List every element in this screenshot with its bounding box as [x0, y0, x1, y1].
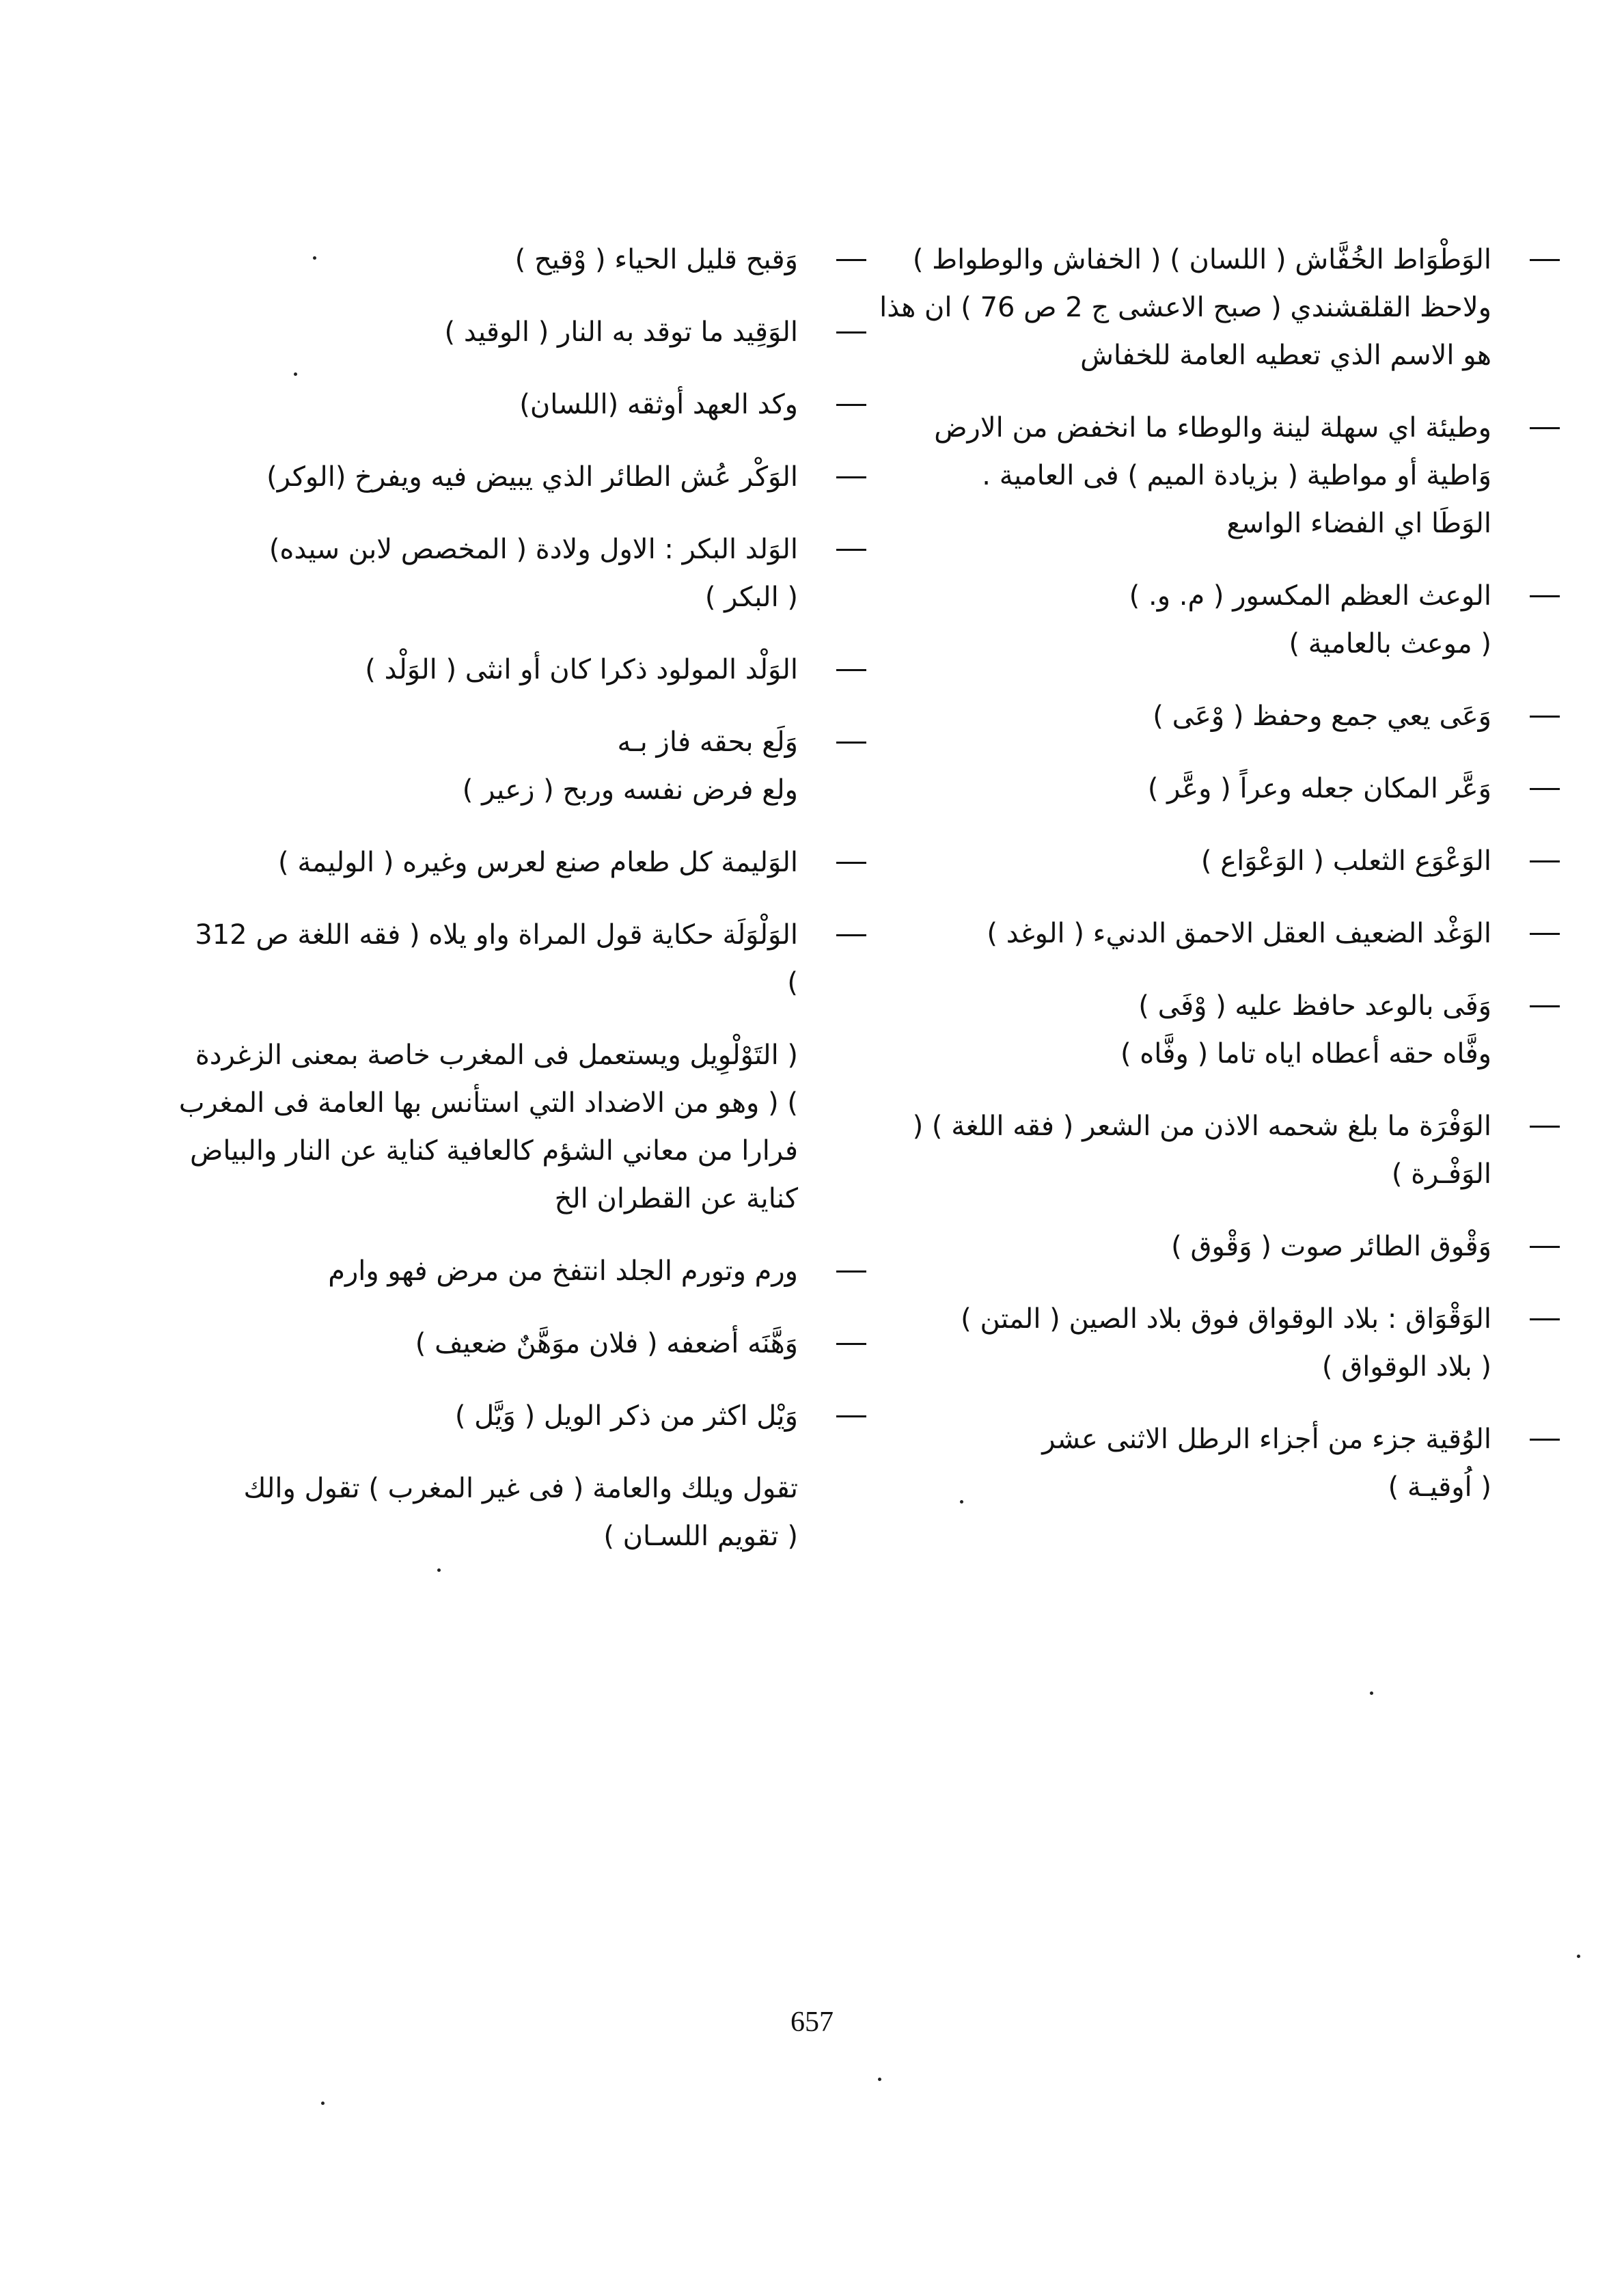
entry-text: وَفَى بالوعد حافظ عليه ( وْفَى ) وفَّاه حقه أعطاه اياه تاما ( وفَّاه ) — [1120, 990, 1491, 1070]
entry-text: الوَقِيد ما توقد به النار ( الوقيد ) — [444, 316, 798, 348]
left-column-entry — [176, 381, 798, 429]
scan-speck — [437, 1568, 441, 1572]
entry-dash — [836, 404, 866, 406]
entry-dash — [1530, 933, 1560, 935]
left-column-entry — [176, 1465, 798, 1560]
entry-dash — [836, 742, 866, 744]
right-column-entry — [864, 404, 1491, 547]
scan-speck — [878, 2078, 881, 2081]
right-column-entry — [864, 1223, 1491, 1270]
right-column-entry — [864, 910, 1491, 957]
entry-text: وَيْل اكثر من ذكر الويل ( وَيَّل ) — [454, 1400, 798, 1432]
entry-text: وكد العهد أوثقه (اللسان) — [519, 389, 798, 420]
left-column-entry — [176, 308, 798, 356]
entry-text: الوَفْرَة ما بلغ شحمه الاذن من الشعر ( فقه اللغة ) ( الوَفْـرة ) — [912, 1111, 1491, 1190]
entry-dash — [1530, 427, 1560, 429]
entry-dash — [836, 476, 866, 478]
entry-text: الوَطْوَاط الخُفَّاش ( اللسان ) ( الخفاش والوطواط ) ولاحظ القلقشندي ( صبح الاعشى ج 2 ص 76 ) ان هذا هو الاسم الذي تعطيه العامة للخفاش — [879, 244, 1491, 371]
entry-dash — [1530, 1246, 1560, 1248]
right-column-entry — [864, 765, 1491, 813]
right-column-entry — [864, 1295, 1491, 1391]
entry-text: تقول ويلك والعامة ( فى غير المغرب ) تقول والك ( تقويم اللسـان ) — [243, 1473, 798, 1552]
entry-dash — [1530, 788, 1560, 790]
left-column-entry — [176, 1320, 798, 1368]
entry-dash — [1530, 1005, 1560, 1007]
right-column-entry — [864, 572, 1491, 668]
entry-text: وَعَّر المكان جعله وعراً ( وعَّر ) — [1147, 773, 1491, 804]
entry-text: وَقبح قليل الحياء ( وْقيح ) — [514, 244, 798, 275]
right-column-entry — [864, 1102, 1491, 1198]
scan-speck — [321, 2102, 325, 2105]
left-column-entry — [176, 526, 798, 621]
entry-text: الوَليمة كل طعام صنع لعرس وغيره ( الوليمة ) — [278, 847, 798, 878]
entry-dash — [836, 1415, 866, 1417]
entry-text: الوَغْد الضعيف العقل الاحمق الدنيء ( الوغد ) — [987, 918, 1491, 949]
scan-speck — [1577, 1955, 1580, 1958]
entry-text: الوَقْوَاق : بلاد الوقواق فوق بلاد الصين ( المتن ) ( بلاد الوقواق ) — [961, 1303, 1491, 1383]
entry-text: وَقْوق الطائر صوت ( وَقْوق ) — [1171, 1231, 1491, 1262]
left-column-entry — [176, 1392, 798, 1440]
left-column-entry — [176, 911, 798, 1007]
entry-dash — [836, 1270, 866, 1273]
entry-dash — [1530, 595, 1560, 597]
page-number: 657 — [790, 2007, 834, 2038]
entry-text: ( التَوْلْوِيل ويستعمل فى المغرب خاصة بمعنى الزغردة ) ( وهو من الاضداد التي استأنس بها العامة فى المغرب فرارا من معاني الشؤم كالعافية كناية عن النار والبياض كناية عن القطران الخ — [178, 1039, 798, 1214]
right-column-entry — [864, 1415, 1491, 1511]
right-column — [864, 236, 1491, 1536]
entry-text: وَلَع بحقه فاز بـه ولع فرض نفسه وربح ( زعير ) — [462, 726, 798, 806]
entry-dash — [1530, 1126, 1560, 1128]
entry-text: الوَلد البكر : الاول ولادة ( المخصص لابن سيده) ( البكر ) — [269, 534, 798, 613]
entry-text: الوَعْوَع الثعلب ( الوَعْوَاع ) — [1200, 845, 1491, 877]
scan-speck — [313, 256, 316, 260]
left-column-entry — [176, 1031, 798, 1223]
entry-text: وَعَى يعي جمع وحفظ ( وْعَى ) — [1153, 701, 1491, 732]
entry-text: وَهَّنَه أضعفه ( فلان موَهَّنٌ ضعيف ) — [415, 1328, 798, 1359]
left-column-entry — [176, 236, 798, 284]
scan-speck — [960, 1500, 963, 1504]
entry-dash — [1530, 716, 1560, 718]
entry-text: ورم وتورم الجلد انتفخ من مرض فهو وارم — [328, 1255, 798, 1287]
entry-dash — [836, 331, 866, 334]
left-column-entry — [176, 453, 798, 501]
entry-text: الوَلْد المولود ذكرا كان أو انثى ( الوَلْد ) — [365, 654, 798, 685]
scan-speck — [1370, 1691, 1373, 1695]
entry-text: الوَكْر عُش الطائر الذي يبيض فيه ويفرخ (الوكر) — [266, 461, 798, 493]
entry-dash — [836, 259, 866, 261]
entry-dash — [1530, 259, 1560, 261]
entry-text: الوُقية جزء من أجزاء الرطل الاثنى عشر ( اُوقيـة ) — [1042, 1424, 1491, 1503]
left-column — [176, 236, 798, 1585]
right-column-entry — [864, 236, 1491, 379]
left-column-entry — [176, 646, 798, 694]
entry-dash — [836, 934, 866, 936]
entry-text: الوعث العظم المكسور ( م. و. ) ( موعث بالعامية ) — [1129, 580, 1491, 660]
left-column-entry — [176, 839, 798, 886]
entry-dash — [1530, 1318, 1560, 1320]
entry-dash — [1530, 860, 1560, 862]
scan-speck — [294, 372, 297, 376]
right-column-entry — [864, 982, 1491, 1078]
entry-text: الوَلْوَلَة حكاية قول المراة واو يلاه ( فقه اللغة ص 312 ) — [195, 919, 798, 998]
left-column-entry — [176, 1247, 798, 1295]
entry-dash — [1530, 1439, 1560, 1441]
entry-dash — [836, 549, 866, 551]
left-column-entry — [176, 718, 798, 814]
right-column-entry — [864, 837, 1491, 885]
entry-dash — [836, 669, 866, 671]
entry-text: وطيئة اي سهلة لينة والوطاء ما انخفض من الارض وَاطية أو مواطية ( بزيادة الميم ) فى العامية . الوَطَا اي الفضاء الواسع — [934, 412, 1491, 539]
entry-dash — [836, 1343, 866, 1345]
entry-dash — [836, 862, 866, 864]
right-column-entry — [864, 692, 1491, 740]
